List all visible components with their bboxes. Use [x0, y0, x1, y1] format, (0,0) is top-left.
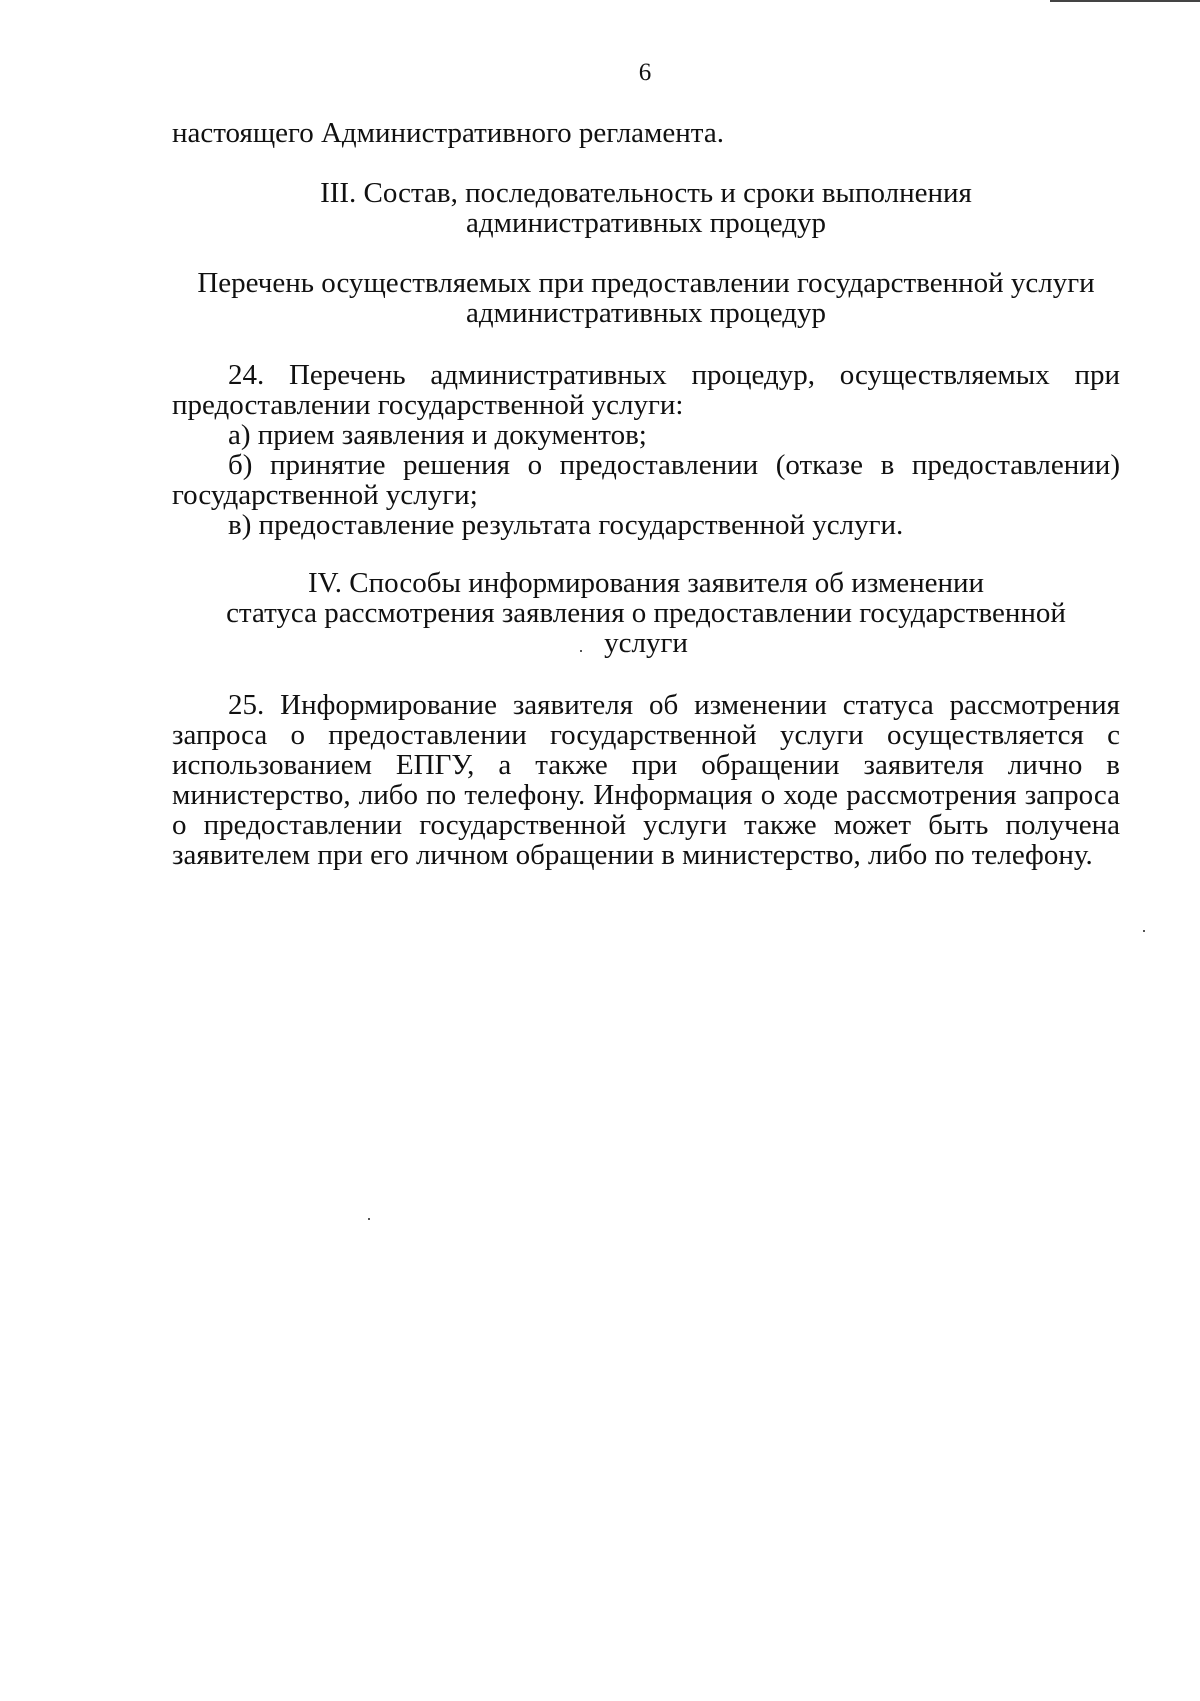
scan-speck: [1143, 930, 1145, 932]
section-4-title-line-2: статуса рассмотрения заявления о предоставлении государственной: [226, 597, 1066, 629]
scan-edge-line: [1050, 0, 1200, 2]
subsection-heading: [172, 268, 1120, 328]
section-4-title-line-3: услуги: [604, 627, 688, 659]
paragraph-25: [172, 690, 1120, 870]
paragraph-24-text: 24. Перечень административных процедур, осуществляемых при предоставлении государственной услуги:: [172, 359, 1120, 421]
list-item-a: а) прием заявления и документов;: [228, 419, 647, 451]
subsection-title-line-1: Перечень осуществляемых при предоставлении государственной услуги: [197, 267, 1095, 299]
section-4-title-line-1: IV. Способы информирования заявителя об изменении: [307, 567, 985, 599]
list-item-v: в) предоставление результата государственной услуги.: [228, 509, 904, 541]
section-3-title-line-1: III. Состав, последовательность и сроки выполнения: [320, 177, 972, 209]
section-3-title-line-2: административных процедур: [466, 207, 826, 239]
continuation-text: настоящего Административного регламента.: [172, 117, 724, 149]
section-4-heading: [172, 568, 1120, 658]
subsection-title-line-2: административных процедур: [466, 297, 826, 329]
page-number: 6: [638, 59, 652, 86]
section-3-heading: [172, 178, 1120, 238]
scan-speck: [368, 1218, 370, 1220]
paragraph-24: [172, 360, 1120, 540]
list-item-b: б) принятие решения о предоставлении (отказе в предоставлении) государственной услуги;: [172, 449, 1120, 511]
scan-speck: [580, 650, 582, 652]
paragraph-25-text: 25. Информирование заявителя об изменении статуса рассмотрения запроса о предоставлении государственной услуги осуществляется с использованием ЕПГУ, а также при обращении заявителя лично в министерство, либо по телефону. Информация о ходе рассмотрения запроса о предоставлении государственной услуги также может быть получена заявителем при его личном обращении в министерство, либо по телефону.: [172, 689, 1120, 871]
